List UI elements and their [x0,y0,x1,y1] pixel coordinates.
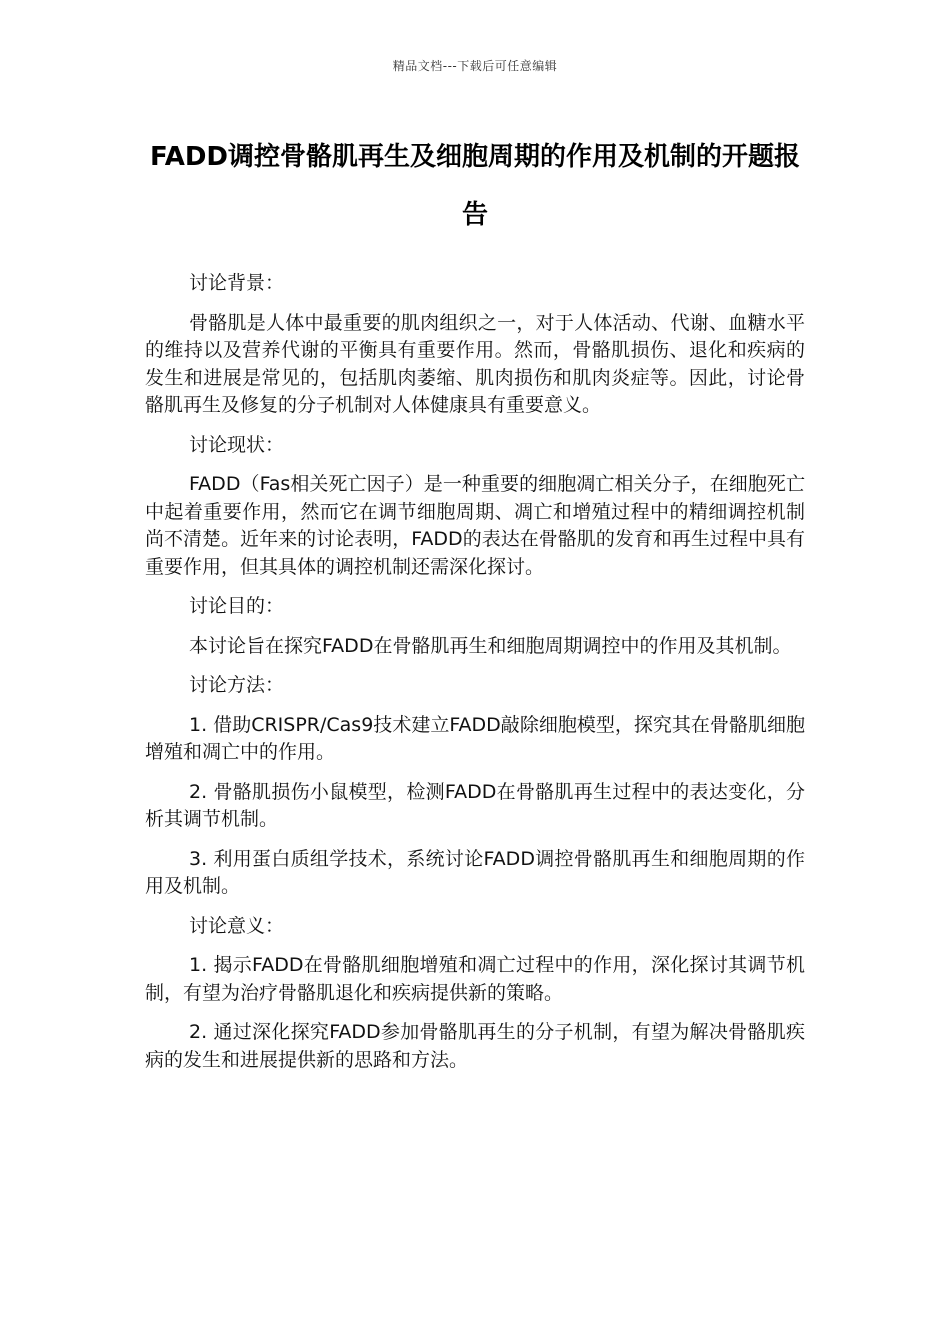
methods-heading: 讨论方法： [189,674,285,696]
purpose-paragraph: 本讨论旨在探究FADD在骨骼肌再生和细胞周期调控中的作用及其机制。 [189,634,792,657]
background-heading: 讨论背景： [189,272,285,294]
document-body [145,270,805,1086]
status-heading: 讨论现状： [189,433,285,456]
status-paragraph: FADD（Fas相关死亡因子）是一种重要的细胞凋亡相关分子，在细胞死亡中起着重要作用，然而它在调节细胞周期、凋亡和增殖过程中的精细调控机制尚不清楚。近年来的讨论表明，FADD的表达在骨骼肌的发育和再生过程中具有重要作用，但其具体的调控机制还需深化探讨。 [145,473,805,578]
significance-item-1: 1. 揭示FADD在骨骼肌细胞增殖和凋亡过程中的作用，深化探讨其调节机制，有望为治疗骨骼肌退化和疾病提供新的策略。 [145,954,805,1004]
method-item-1: 1. 借助CRISPR/Cas9技术建立FADD敲除细胞模型，探究其在骨骼肌细胞增殖和凋亡中的作用。 [145,713,805,763]
significance-item-2: 2. 通过深化探究FADD参加骨骼肌再生的分子机制，有望为解决骨骼肌疾病的发生和进展提供新的思路和方法。 [145,1021,805,1071]
method-item-2: 2. 骨骼肌损伤小鼠模型，检测FADD在骨骼肌再生过程中的表达变化，分析其调节机制。 [145,780,805,830]
header-note: 精品文档---下载后可任意编辑 [392,59,558,73]
method-item-3: 3. 利用蛋白质组学技术，系统讨论FADD调控骨骼肌再生和细胞周期的作用及机制。 [145,847,805,897]
purpose-heading: 讨论目的： [189,595,285,617]
document-title: FADD调控骨骼肌再生及细胞周期的作用及机制的开题报告 [149,142,801,230]
significance-heading: 讨论意义： [189,914,285,937]
background-paragraph: 骨骼肌是人体中最重要的肌肉组织之一，对于人体活动、代谢、血糖水平的维持以及营养代谢的平衡具有重要作用。然而，骨骼肌损伤、退化和疾病的发生和进展是常见的，包括肌肉萎缩、肌肉损伤和肌肉炎症等。因此，讨论骨骼肌再生及修复的分子机制对人体健康具有重要意义。 [145,311,805,416]
